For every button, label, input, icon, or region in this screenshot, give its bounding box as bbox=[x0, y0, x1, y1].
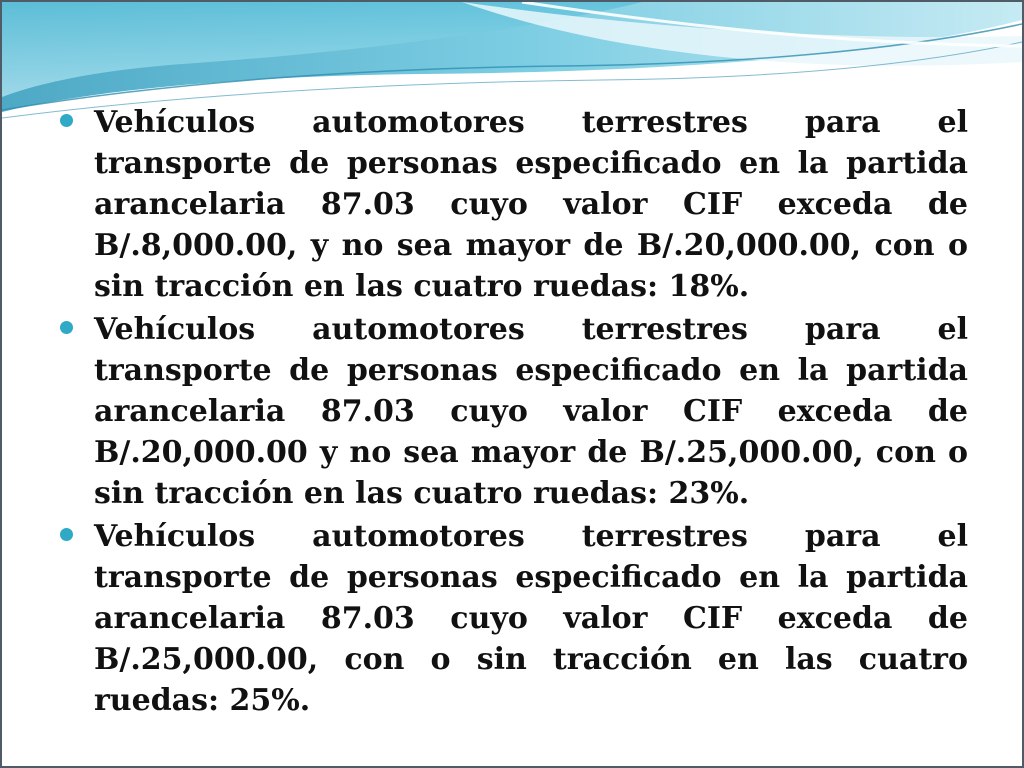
bullet-dot-icon bbox=[60, 528, 73, 541]
bullet-item bbox=[54, 516, 968, 721]
bullet-dot-icon bbox=[60, 321, 73, 334]
bullet-dot-icon bbox=[60, 114, 73, 127]
bullet-item bbox=[54, 309, 968, 514]
bullet-text: Vehículos automotores terrestres para el transporte de personas especificado en la partida arancelaria 87.03 cuyo valor CIF exceda de B/.20,000.00 y no sea mayor de B/.25,000.00, con o sin tracción en las cuatro ruedas: 23%. bbox=[94, 312, 968, 511]
bullet-item bbox=[54, 102, 968, 307]
bullet-text: Vehículos automotores terrestres para el transporte de personas especificado en la partida arancelaria 87.03 cuyo valor CIF exceda de B/.8,000.00, y no sea mayor de B/.20,000.00, con o sin tracción en las cuatro ruedas: 18%. bbox=[94, 105, 968, 304]
bullet-text: Vehículos automotores terrestres para el transporte de personas especificado en la partida arancelaria 87.03 cuyo valor CIF exceda de B/.25,000.00, con o sin tracción en las cuatro ruedas: 25%. bbox=[94, 519, 968, 718]
bullet-list bbox=[54, 102, 968, 723]
